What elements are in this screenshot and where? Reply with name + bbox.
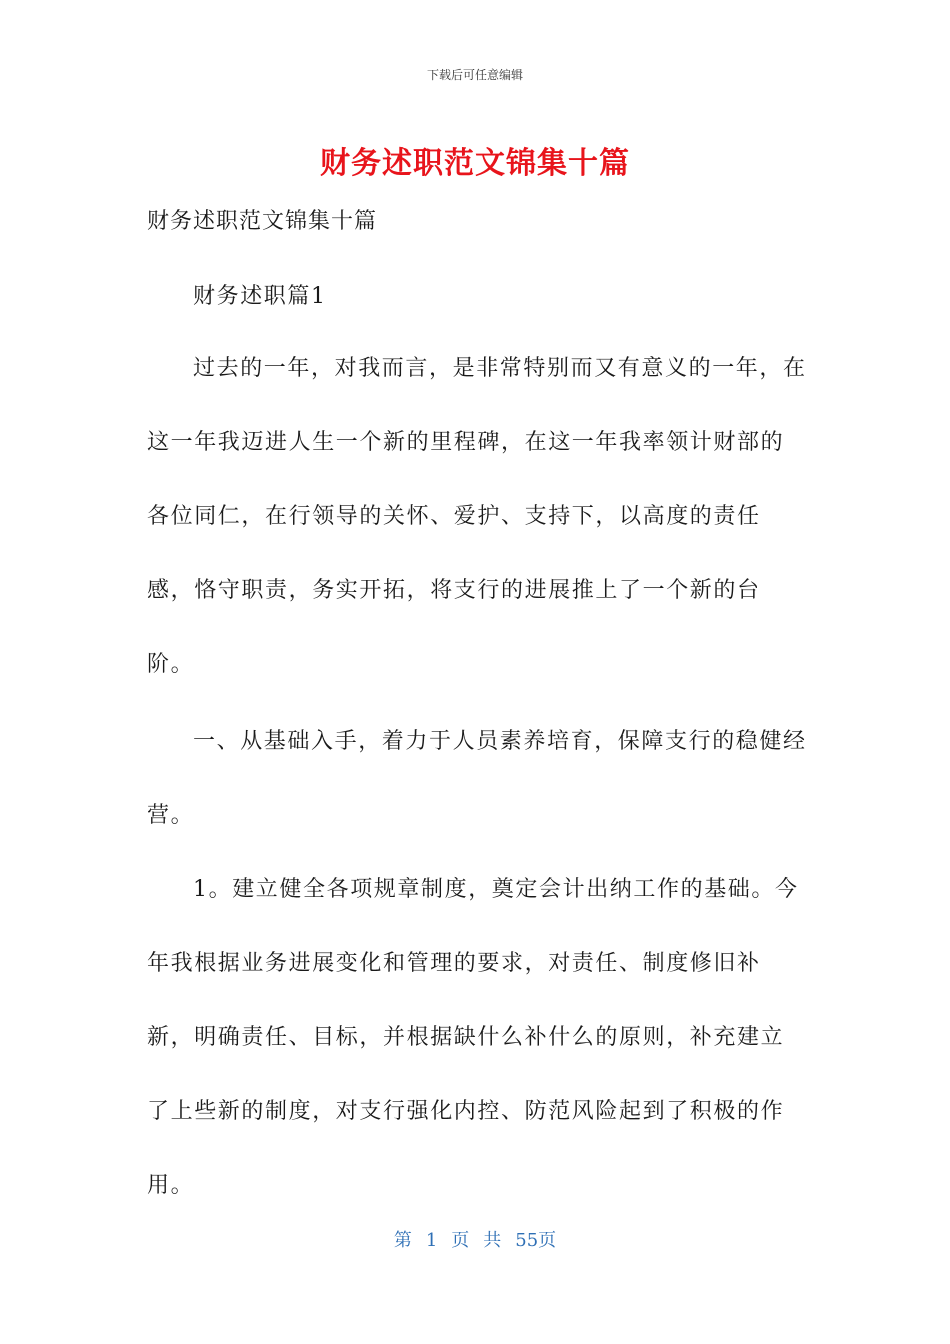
- section-heading: 财务述职篇1: [193, 284, 327, 309]
- page-total: 55页: [515, 1230, 557, 1251]
- page-current: 1: [425, 1230, 438, 1251]
- paragraph-3: 1。建立健全各项规章制度，奠定会计出纳工作的基础。今年我根据业务进展变化和管理的要求，对责任、制度修旧补新，明确责任、目标，并根据缺什么补什么的原则，补充建立了上些新的制度，对支行强化内控、防范风险起到了积极的作用。: [147, 877, 799, 1198]
- page-prefix: 第: [393, 1230, 412, 1251]
- paragraph-2: 一、从基础入手，着力于人员素养培育，保障支行的稳健经营。: [147, 729, 807, 828]
- page-mid: 页: [451, 1230, 470, 1251]
- page-number-footer: [0, 1226, 950, 1252]
- document-subtitle: 财务述职范文锦集十篇: [147, 209, 378, 234]
- page-total-prefix: 共: [483, 1230, 502, 1251]
- header-note: 下载后可任意编辑: [426, 68, 523, 82]
- paragraph-1: 过去的一年，对我而言，是非常特别而又有意义的一年，在这一年我迈进人生一个新的里程碑，在这一年我率领计财部的各位同仁，在行领导的关怀、爱护、支持下，以高度的责任感，恪守职责，务实开拓，将支行的进展推上了一个新的台阶。: [147, 356, 807, 677]
- document-title: 财务述职范文锦集十篇: [320, 146, 630, 181]
